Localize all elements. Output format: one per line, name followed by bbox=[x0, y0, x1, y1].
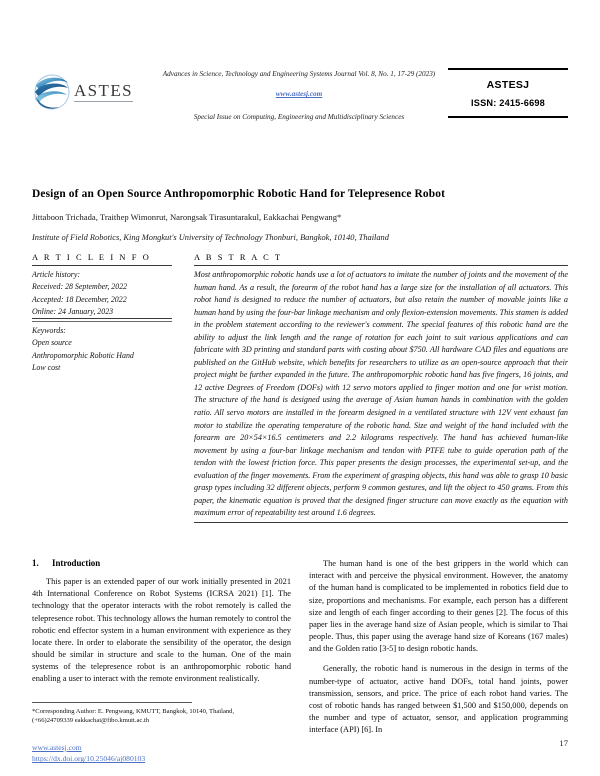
journal-citation-line: Advances in Science, Technology and Engineering Systems Journal Vol. 8, No. 1, 17-29 (2023) bbox=[162, 70, 436, 78]
astes-globe-icon bbox=[32, 72, 72, 112]
journal-logo bbox=[32, 66, 150, 112]
astes-wordmark: ASTES bbox=[74, 82, 133, 103]
paragraph: This paper is an extended paper of our work initially presented in 2021 4th International Conference on Robot Systems (ICRSA 2021) [1]. The technology that the operator interacts with the robot remotely is called the telepresence robot. This technology allows the human remotely to control the robotic end effector system in a human environment with experience as they locate there. In order to elaborate the sensibility of the operator, the design should be similar in structure and scale to the human. One of the main systems of the telepresence robot is an anthropomorphic robotic hand enabling a user to interact with the remote environment realistically. bbox=[32, 577, 291, 684]
footnote-divider bbox=[32, 702, 192, 703]
abstract-panel bbox=[182, 253, 568, 523]
corresponding-author-footnote bbox=[32, 702, 291, 726]
paragraph: Generally, the robotic hand is numerous in the design in terms of the number-type of actuator, active hand DOFs, total hand joints, power transmission, sensors, and price. The price of each robot hand varies. The cost of robotic hands has ranged between $1,500 and $150,000, depends on the number and type of actuator, sensor, and application programming interface (API) [6]. In bbox=[309, 664, 568, 735]
astesj-issn: ISSN: 2415-6698 bbox=[471, 98, 545, 108]
section-heading-introduction bbox=[32, 558, 291, 568]
info-abstract-region bbox=[32, 253, 568, 523]
keyword-item: Open source bbox=[32, 338, 72, 348]
footer-doi-link[interactable]: https://dx.doi.org/10.25046/aj080103 bbox=[32, 754, 146, 764]
article-history bbox=[32, 266, 172, 318]
history-label: Article history: bbox=[32, 270, 80, 279]
abstract-heading: A B S T R A C T bbox=[194, 253, 283, 262]
keywords-label: Keywords: bbox=[32, 326, 66, 335]
footnote-contact: (+66)24709339 eakkachai@fibo.kmutt.ac.th bbox=[32, 717, 150, 725]
title-block bbox=[32, 188, 568, 242]
keyword-item: Low cost bbox=[32, 362, 61, 372]
footer-website-link[interactable]: www.astesj.com bbox=[32, 743, 82, 752]
received-date: Received: 28 September, 2022 bbox=[32, 282, 128, 292]
keywords-block bbox=[32, 322, 172, 374]
astesj-badge bbox=[448, 68, 568, 118]
body-columns bbox=[32, 558, 568, 758]
column-left bbox=[32, 558, 291, 758]
page-number: 17 bbox=[559, 738, 568, 748]
masthead bbox=[32, 66, 568, 138]
affiliation: Institute of Field Robotics, King Mongkut's University of Technology Thonburi, Bangkok, 10140, Thailand bbox=[32, 233, 389, 242]
article-info-panel bbox=[32, 253, 182, 523]
abstract-rule-bottom bbox=[194, 522, 568, 523]
article-info-heading: A R T I C L E I N F O bbox=[32, 253, 151, 262]
footer-links bbox=[32, 742, 291, 765]
section-title-text: Introduction bbox=[52, 558, 101, 568]
author-list: Jittaboon Trichada, Traithep Wimonrut, Narongsak Tirasuntarakul, Eakkachai Pengwang* bbox=[32, 212, 342, 222]
accepted-date: Accepted: 18 December, 2022 bbox=[32, 294, 127, 304]
footnote-line: *Corresponding Author: E. Pengwang, KMUTT, Bangkok, 10140, Thailand, bbox=[32, 708, 235, 715]
column-right bbox=[309, 558, 568, 758]
abstract-text: Most anthropomorphic robotic hands use a lot of actuators to imitate the number of joints and the movement of the human hand. As a result, the forearm of the robot hand has a large size for the installation of all actuators. This robot hand is designed to reduce the number of actuators, but also retain the number of movable joints like a human hand by using the four-bar linkage mechanism and only flexion-extension movements. This stamen is added in the problem statement according to the reviewer's comment. The special features of this robotic hand are the ability to adjust the link length and the range of rotation for each joint to suit various applications and can fabricate with 3D printing and standard parts with costing about $750. All hardware CAD files and equations are published on the GitHub website, which benefits for researchers to utilize as an open-source approach that their project might be further expanded in the future. The anthropomorphic robotic hand has five fingers, 16 joints, and 12 active Degrees of Freedom (DOFs) with 12 servo motors applied to finger motion and one for wrist motion. The structure of the hand is designed using the average of Asian human hands in combination with the golden ratio. All servo motors are installed in the forearm designed in a ventilated structure with 12V vent exhaust fan motor to stabilize the operating temperature of the robotic hand. Size and weight of the hand included with the forearm are 20×54×16.5 centimeters and 2.2 kilograms respectively. The hand has achieved human-like movement by using a four-bar linkage mechanism and tendon with PTFE tube to guide operation path of the tendon with the lowest friction force. This paper presents the design processes, the experimental set-up, and the evaluation of the finger movements. From the experiment of grasping objects, this hand was able to grasp 10 basic grasp types including 32 different objects, perform 9 common gestures, and lift the object to 450 grams. From this paper, the kinematic equation is proved that the designed finger structure can move exactly as the equation with maximum error of repeatability test around 1.6 degrees. bbox=[194, 270, 568, 518]
journal-website-link[interactable]: www.astesj.com bbox=[275, 90, 323, 99]
astesj-title: ASTESJ bbox=[486, 79, 530, 91]
page-title: Design of an Open Source Anthropomorphic Robotic Hand for Telepresence Robot bbox=[32, 188, 446, 200]
paragraph: The human hand is one of the best grippers in the world which can interact with and perceive the physical environment. However, the anatomy of the human hand is complicated to be implemented in robotics field due to size, proportions and mechanisms. For example, each person has a different size and length of each finger according to their genes [2]. The focus of this paper lies in the average hand size of Asian people, which is similar to Thai people. Thus, this paper using the average hand size of Koreans (167 males) and the Golden ratio [3-5] to design robotic hands. bbox=[309, 559, 568, 654]
keyword-item: Anthropomorphic Robotic Hand bbox=[32, 350, 134, 360]
journal-info bbox=[150, 66, 448, 121]
special-issue-line: Special Issue on Computing, Engineering and Multidisciplinary Sciences bbox=[193, 113, 405, 122]
online-date: Online: 24 January, 2023 bbox=[32, 306, 114, 316]
section-number: 1. bbox=[32, 558, 39, 568]
